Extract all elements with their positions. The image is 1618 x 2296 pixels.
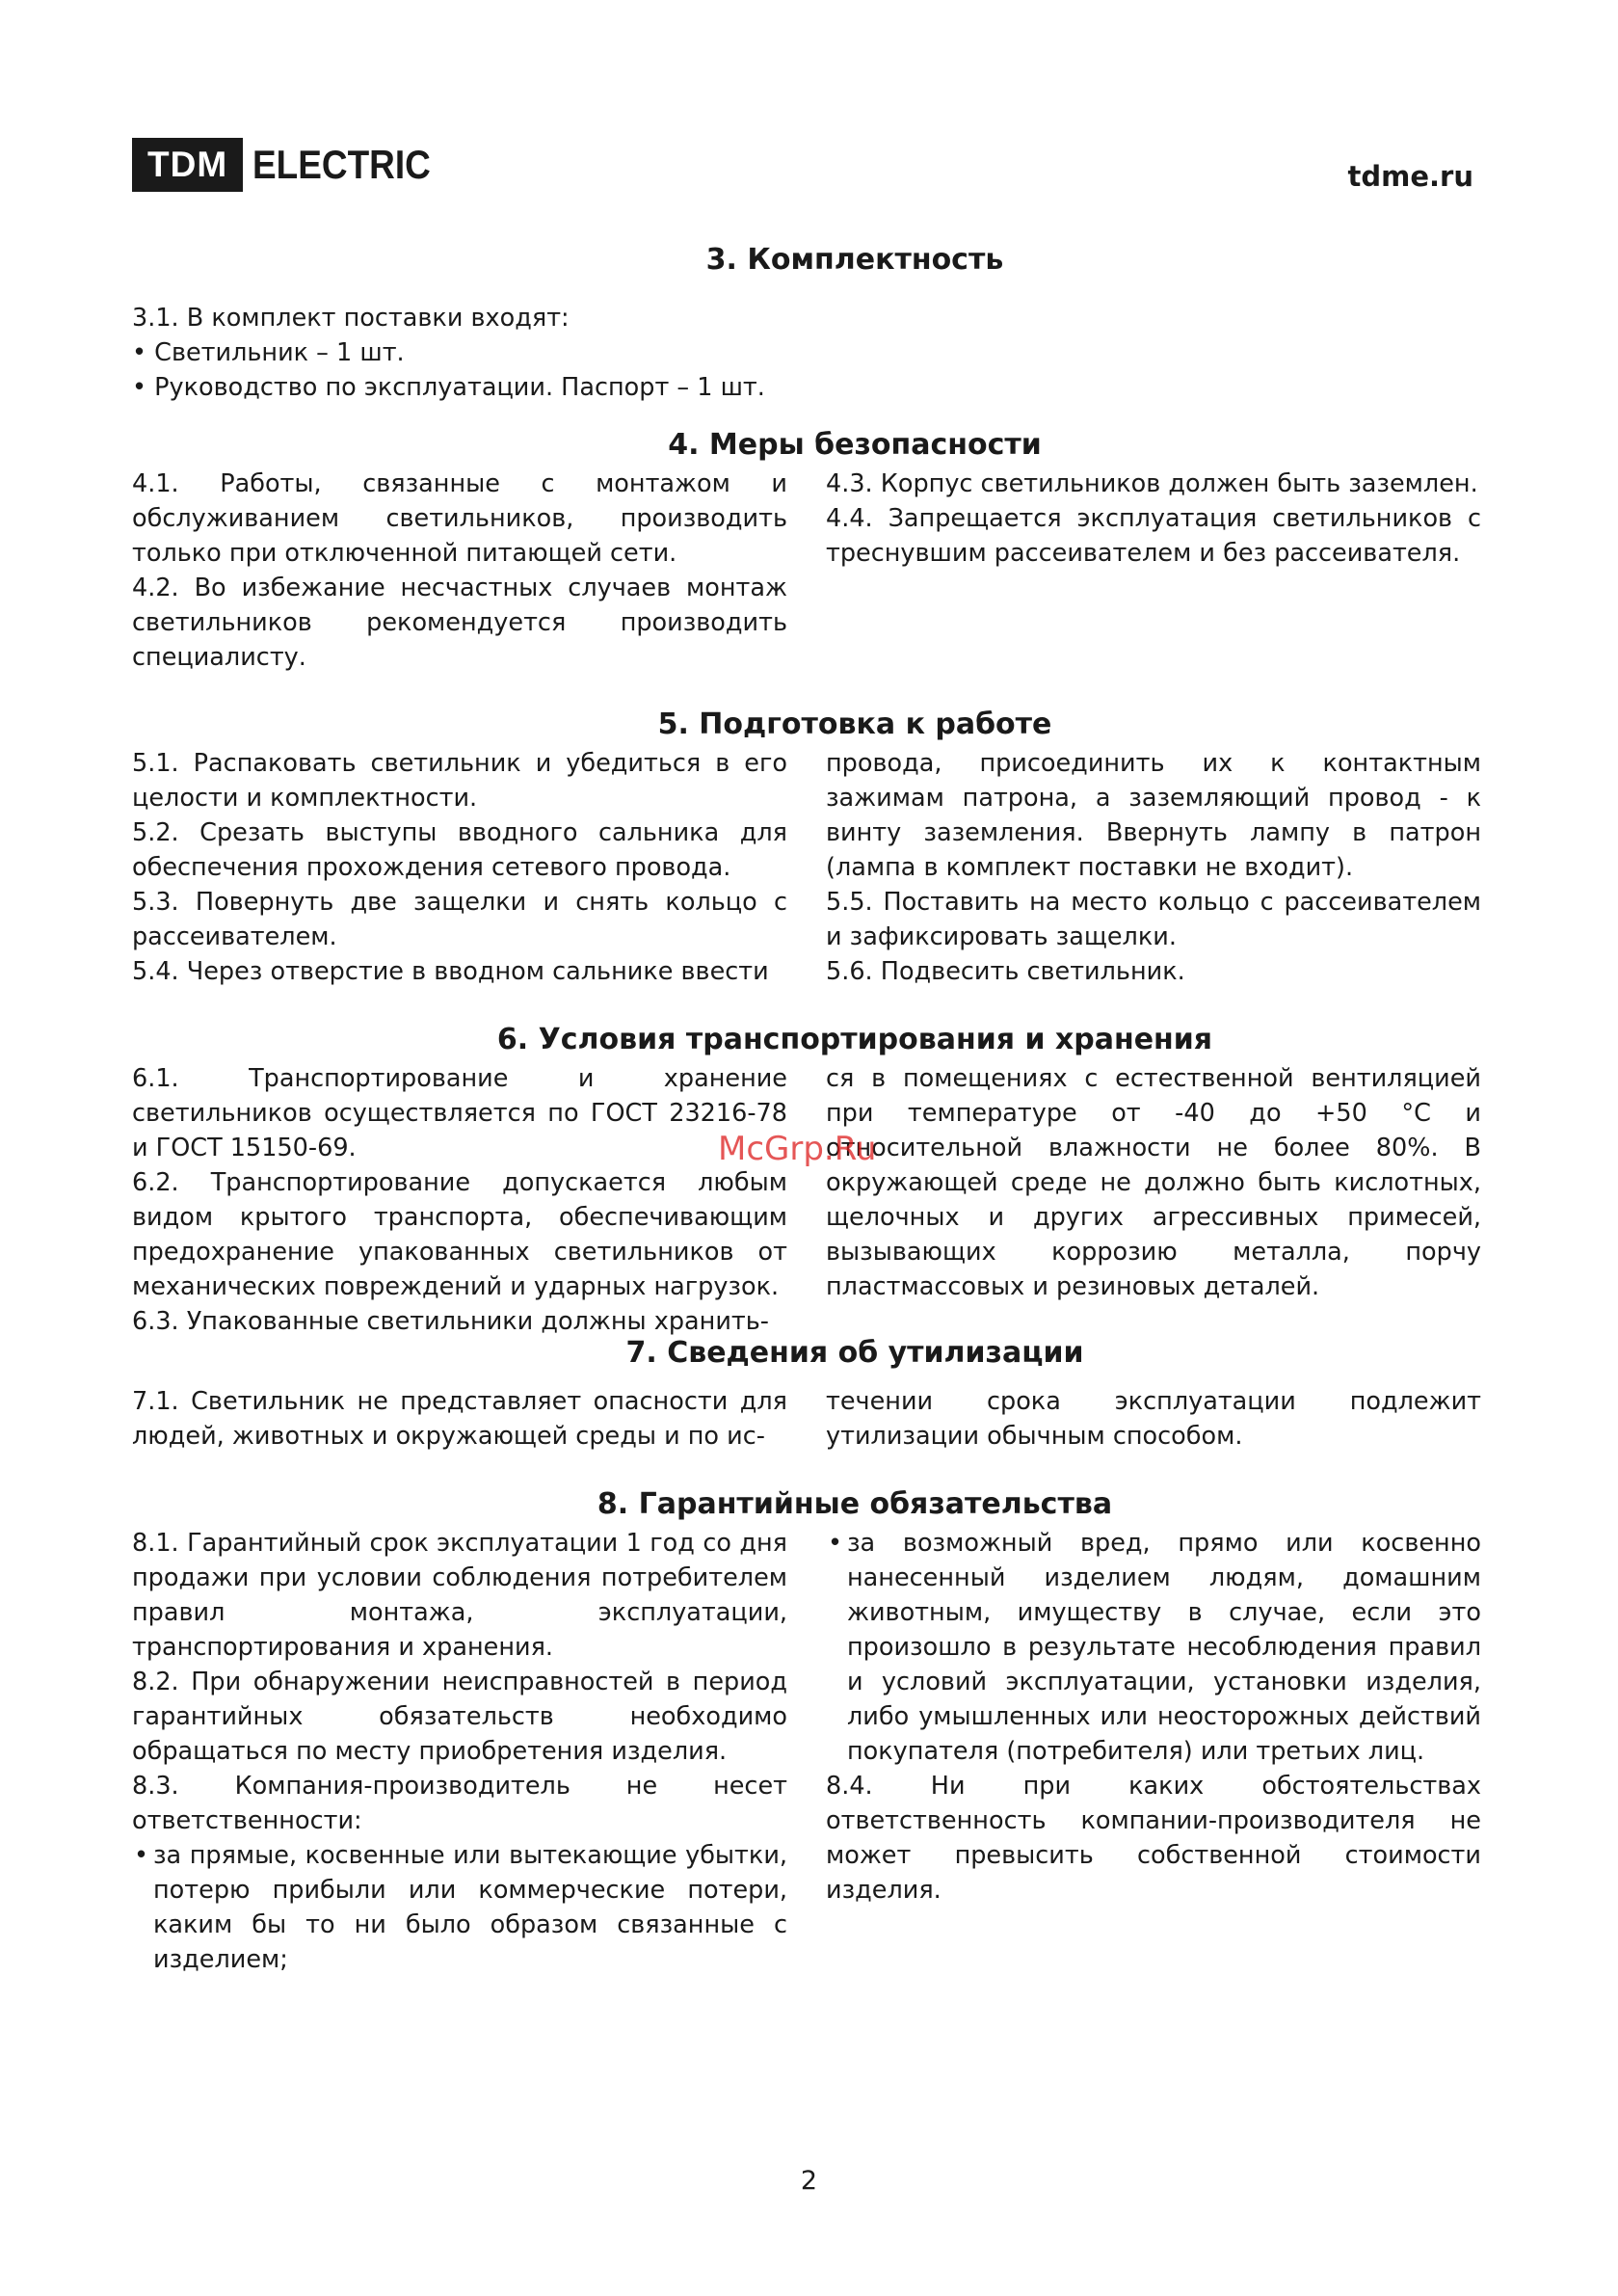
logo-tdm-box: TDM <box>132 138 243 192</box>
section-3-line: • Руководство по эксплуатации. Паспорт – 1 шт. <box>132 373 765 402</box>
paragraph: 8.1. Гарантийный срок эксплуатации 1 год со дня продажи при условии соблюдения потребителем правил монтажа, эксплуатации, транспортирования и хранения. <box>132 1529 787 1662</box>
brand-logo <box>132 138 455 192</box>
section-3-line: • Светильник – 1 шт. <box>132 338 405 367</box>
section-6-title: 6. Условия транспортирования и хранения <box>496 1023 1213 1056</box>
section-7-left-column <box>132 1384 787 1454</box>
section-5-left-column <box>132 746 787 989</box>
paragraph: 6.3. Упакованные светильники должны хранить- <box>132 1307 769 1336</box>
paragraph: 7.1. Светильник не представляет опасности для людей, животных и окружающей среды и по ис- <box>132 1387 787 1451</box>
paragraph: 6.2. Транспортирование допускается любым видом крытого транспорта, обеспечивающим предохранение упакованных светильников от механических повреждений и ударных нагрузок. <box>132 1168 787 1301</box>
section-8-right-column <box>826 1526 1481 1977</box>
section-5 <box>132 706 1481 989</box>
section-7-right-column <box>826 1384 1481 1454</box>
section-6-left-column <box>132 1061 787 1339</box>
paragraph: провода, присоединить их к контактным зажимам патрона, а заземляющий провод - к винту заземления. Ввернуть лампу в патрон (лампа в комплект поставки не входит). <box>826 749 1481 882</box>
paragraph: 5.1. Распаковать светильник и убедиться в его целости и комплектности. <box>132 749 787 813</box>
section-4 <box>132 426 1481 675</box>
section-7 <box>132 1334 1481 1454</box>
section-8-title: 8. Гарантийные обязательства <box>597 1487 1113 1521</box>
section-4-left-column <box>132 467 787 675</box>
section-5-title: 5. Подготовка к работе <box>657 707 1052 741</box>
section-3 <box>132 241 1481 405</box>
paragraph: 4.1. Работы, связанные с монтажом и обслуживанием светильников, производить только при отключенной питающей сети. <box>132 469 787 568</box>
paragraph: 5.6. Подвесить светильник. <box>826 957 1185 986</box>
paragraph: 8.4. Ни при каких обстоятельствах ответственность компании-производителя не может превысить собственной стоимости изделия. <box>826 1772 1481 1905</box>
section-3-line: 3.1. В комплект поставки входят: <box>132 304 570 333</box>
section-4-right-column <box>826 467 1481 675</box>
section-3-title: 3. Комплектность <box>705 243 1004 277</box>
paragraph: 5.2. Срезать выступы вводного сальника для обеспечения прохождения сетевого провода. <box>132 818 787 882</box>
section-6 <box>132 1021 1481 1339</box>
paragraph: 4.4. Запрещается эксплуатация светильников с треснувшим рассеивателем и без рассеивателя. <box>826 504 1481 568</box>
section-8-left-column <box>132 1526 787 1977</box>
page-number: 2 <box>800 2166 818 2196</box>
paragraph: 5.4. Через отверстие в вводном сальнике ввести <box>132 957 769 986</box>
paragraph: 8.2. При обнаружении неисправностей в период гарантийных обязательств необходимо обращаться по месту приобретения изделия. <box>132 1668 787 1766</box>
paragraph: течении срока эксплуатации подлежит утилизации обычным способом. <box>826 1387 1481 1451</box>
paragraph: 4.3. Корпус светильников должен быть заземлен. <box>826 469 1478 498</box>
section-7-title: 7. Сведения об утилизации <box>625 1336 1084 1370</box>
paragraph: 5.5. Поставить на место кольцо с рассеивателем и зафиксировать защелки. <box>826 888 1481 951</box>
bullet-item: • за возможный вред, прямо или косвенно нанесенный изделием людям, домашним животным, имуществу в случае, если это произошло в результате несоблюдения правил и условий эксплуатации, установки изделия, либо умышленных или неосторожных действий покупателя (потребителя) или третьих лиц. <box>826 1526 1481 1769</box>
paragraph: 5.3. Повернуть две защелки и снять кольцо с рассеивателем. <box>132 888 787 951</box>
section-8 <box>132 1485 1481 1977</box>
watermark: McGrp.Ru <box>718 1130 877 1168</box>
section-6-right-column <box>826 1061 1481 1339</box>
section-4-title: 4. Меры безопасности <box>668 428 1042 462</box>
paragraph: 8.3. Компания-производитель не несет ответственности: <box>132 1772 787 1835</box>
paragraph: 6.1. Транспортирование и хранение светильников осуществляется по ГОСТ 23216-78 и ГОСТ 15150-69. <box>132 1064 787 1162</box>
site-url: tdme.ru <box>1347 160 1473 193</box>
paragraph: 4.2. Во избежание несчастных случаев монтаж светильников рекомендуется производить специалисту. <box>132 574 787 672</box>
bullet-item: • за прямые, косвенные или вытекающие убытки, потерю прибыли или коммерческие потери, каким бы то ни было образом связанные с изделием; <box>132 1838 787 1977</box>
section-5-right-column <box>826 746 1481 989</box>
paragraph: ся в помещениях с естественной вентиляцией при температуре от -40 до +50 °С и относительной влажности не более 80%. В окружающей среде не должно быть кислотных, щелочных и других агрессивных примесей, вызывающих коррозию металла, порчу пластмассовых и резиновых деталей. <box>826 1064 1481 1301</box>
logo-electric-text: ELECTRIC <box>252 142 431 187</box>
